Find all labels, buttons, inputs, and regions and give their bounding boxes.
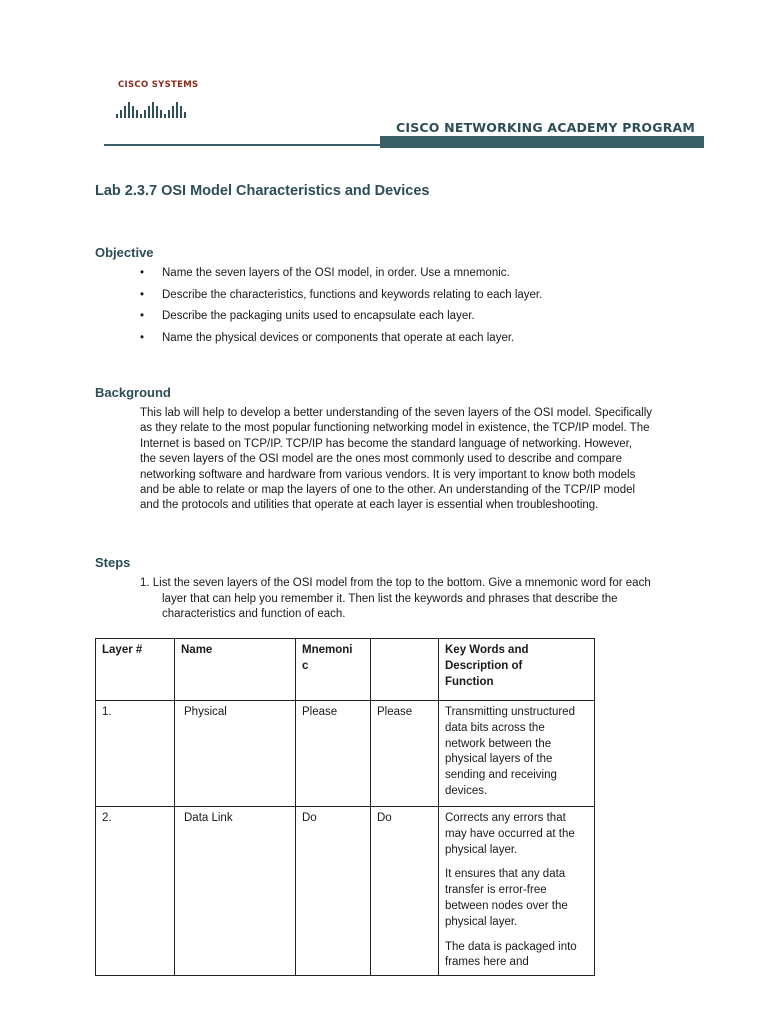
- cell-name: Physical: [175, 701, 296, 807]
- table-header-row: [96, 639, 595, 701]
- list-item: • Describe the characteristics, functions and keywords relating to each layer.: [140, 288, 543, 301]
- header-layer: Layer #: [96, 639, 175, 701]
- lab-title: Lab 2.3.7 OSI Model Characteristics and Devices: [95, 183, 430, 199]
- cell-mnemonic: Do: [296, 807, 371, 976]
- header-mnemonic: Mnemoni c: [296, 639, 371, 701]
- logo-text: CISCO SYSTEMS: [118, 80, 199, 90]
- background-paragraph: This lab will help to develop a better understanding of the seven layers of the OSI model. Specifically as they relate to the most popular functioning networking model in existence, the TCP/IP model. The Internet is based on TCP/IP. TCP/IP has become the standard language of networking. However, the seven layers of the OSI model are the ones most commonly used to describe and compare networking software and hardware from various vendors. It is very important to know both models and be able to relate or map the layers of one to the other. An understanding of the TCP/IP model and the protocols and utilities that operate at each layer is essential when troubleshooting.: [140, 407, 653, 512]
- objective-list: [140, 266, 542, 352]
- header-rule: [104, 134, 704, 148]
- cell-mnemonic: Please: [296, 701, 371, 807]
- osi-layers-table: [95, 638, 595, 976]
- header-keywords: Key Words and Description of Function: [439, 639, 595, 701]
- cell-description: Transmitting unstructured data bits across the network between the physical layers of the sending and receiving devices.: [439, 701, 595, 807]
- header-blank: [371, 639, 439, 701]
- header-name: Name: [175, 639, 296, 701]
- cell-name: Data Link: [175, 807, 296, 976]
- list-item: • Name the physical devices or components that operate at each layer.: [140, 331, 515, 344]
- list-item: • Name the seven layers of the OSI model, in order. Use a mnemonic.: [140, 267, 510, 279]
- objective-heading: Objective: [95, 245, 154, 260]
- list-item: • Describe the packaging units used to encapsulate each layer.: [140, 310, 475, 322]
- background-heading: Background: [95, 385, 171, 400]
- steps-heading: Steps: [95, 555, 131, 570]
- cell-layer: 1.: [96, 701, 175, 807]
- cell-description: Corrects any errors that may have occurred at the physical layer. It ensures that any data transfer is error-free between nodes over the physical layer. The data is packaged into frames here and: [439, 807, 595, 976]
- cell-mnemonic-2: Please: [371, 701, 439, 807]
- program-title: CISCO NETWORKING ACADEMY PROGRAM: [396, 120, 696, 135]
- step-1-text: 1. List the seven layers of the OSI model from the top to the bottom. Give a mnemonic word for each layer that can help you remember it. Then list the keywords and phrases that describe the characteristics and function of each.: [140, 577, 651, 621]
- cell-mnemonic-2: Do: [371, 807, 439, 976]
- cisco-bridge-icon: [116, 94, 186, 118]
- table-row: [96, 807, 595, 976]
- cisco-logo: [116, 80, 199, 120]
- cell-layer: 2.: [96, 807, 175, 976]
- table-row: [96, 701, 595, 807]
